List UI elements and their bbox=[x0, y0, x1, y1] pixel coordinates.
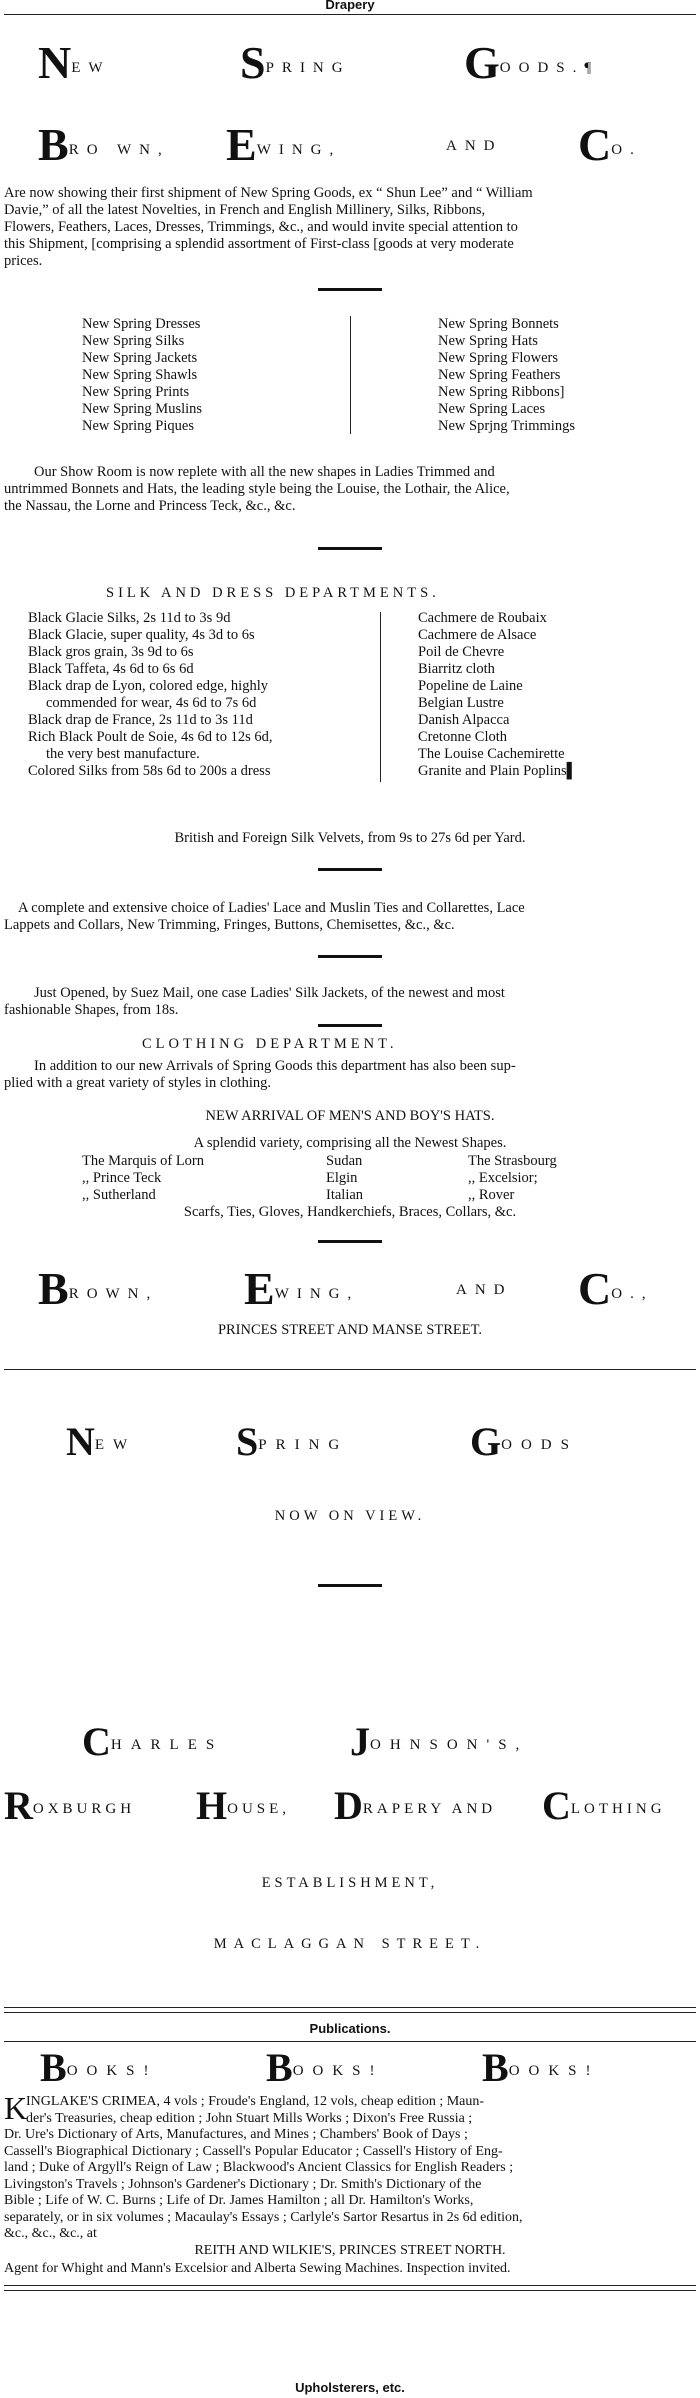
books-headline bbox=[40, 2044, 680, 2090]
section-rule bbox=[4, 2285, 696, 2286]
spring-items-right-column bbox=[438, 316, 575, 435]
firm-footer bbox=[38, 1262, 678, 1314]
list-item: New Sprjng Trimmings bbox=[438, 418, 575, 434]
johnson-house-name bbox=[4, 1782, 696, 1834]
section-divider bbox=[318, 868, 382, 871]
list-item: Cachmere de Alsace bbox=[418, 627, 537, 643]
section-divider bbox=[318, 547, 382, 550]
firm-word: AND bbox=[446, 138, 503, 154]
firm-word: CO. bbox=[578, 119, 642, 170]
list-item: New Spring Silks bbox=[82, 333, 185, 349]
books-word: BOOKS! bbox=[482, 2045, 600, 2090]
list-item: ,, Prince Teck bbox=[82, 1170, 162, 1186]
johnson-name bbox=[82, 1718, 642, 1770]
list-item: Biarritz cloth bbox=[418, 661, 495, 677]
silk-right-column bbox=[418, 610, 577, 780]
name-word: CHARLES bbox=[82, 1719, 224, 1764]
section-rule bbox=[4, 2290, 696, 2291]
list-item: ,, Sutherland bbox=[82, 1187, 156, 1203]
hats-column-2 bbox=[326, 1153, 363, 1204]
list-item: Black gros grain, 3s 9d to 6s bbox=[28, 644, 194, 660]
list-item: New Spring Feathers bbox=[438, 367, 561, 383]
list-item: The Strasbourg bbox=[468, 1153, 557, 1169]
firm-word: AND bbox=[456, 1282, 513, 1298]
list-item: New Spring Jackets bbox=[82, 350, 198, 366]
headline-word: GOODS bbox=[470, 1419, 578, 1464]
list-item: New Spring Muslins bbox=[82, 401, 203, 417]
now-on-view: NOW ON VIEW. bbox=[274, 1508, 426, 1524]
lace-paragraph: A complete and extensive choice of Ladies' Lace and Muslin Ties and Collarettes, Lace Lappets and Collars, New Trimming, Fringes, Buttons, Chemisettes, &c., &c. bbox=[4, 900, 525, 933]
spring-goods-headline bbox=[38, 36, 678, 88]
list-item: Sudan bbox=[326, 1153, 363, 1169]
velvets-line: British and Foreign Silk Velvets, from 9s to 27s 6d per Yard. bbox=[174, 830, 526, 846]
list-item: The Marquis of Lorn bbox=[82, 1153, 205, 1169]
list-item: The Louise Cachemirette bbox=[418, 746, 565, 762]
headline-word: SPRING bbox=[240, 37, 351, 88]
headline-word: SPRING bbox=[236, 1419, 349, 1464]
section-header-upholsterers: Upholsterers, etc. bbox=[295, 2380, 405, 2395]
books-word: BOOKS! bbox=[266, 2045, 384, 2090]
list-item: ,, Excelsior; bbox=[468, 1170, 538, 1186]
list-item: the very best manufacture. bbox=[46, 746, 200, 762]
list-item: Rich Black Poult de Soie, 4s 6d to 12s 6d, bbox=[28, 729, 273, 745]
silk-left-column bbox=[28, 610, 272, 780]
list-item: Italian bbox=[326, 1187, 364, 1203]
column-divider bbox=[380, 612, 381, 782]
section-rule bbox=[4, 2041, 696, 2042]
list-item: commended for wear, 4s 6d to 7s 6d bbox=[46, 695, 257, 711]
top-rule bbox=[4, 14, 696, 15]
hats-intro: A splendid variety, comprising all the Newest Shapes. bbox=[193, 1135, 507, 1151]
list-item: Black Glacie Silks, 2s 11d to 3s 9d bbox=[28, 610, 231, 626]
headline-word: GOODS.¶ bbox=[464, 37, 600, 88]
list-item: New Spring Hats bbox=[438, 333, 538, 349]
section-divider bbox=[318, 1584, 382, 1587]
list-item: New Spring Dresses bbox=[82, 316, 201, 332]
bookseller-name: REITH AND WILKIE'S, PRINCES STREET NORTH. bbox=[194, 2243, 506, 2258]
section-divider bbox=[318, 955, 382, 958]
show-room-paragraph: Our Show Room is now replete with all the new shapes in Ladies Trimmed and untrimmed Bonnets and Hats, the leading style being the Louise, the Lothair, the Alice, the Nassau, the Lorne and Princess Teck, &c., &c. bbox=[4, 464, 510, 514]
house-word: DRAPERY AND bbox=[334, 1783, 497, 1828]
list-item: ,, Rover bbox=[468, 1187, 515, 1203]
books-paragraph: INGLAKE'S CRIMEA, 4 vols ; Froude's England, 12 vols, cheap edition ; Maun- der's Treasuries, cheap edition ; John Stuart Mills Works ; Dixon's Free Russia ; Dr. Ure's Dictionary of Arts, Manufactures, and Mines ; Chambers' Book of Days ; Cassell's Biographical Dictionary ; Cassell's Popular Educator ; Cassell's History of Eng- land ; Duke of Argyll's Reign of Law ; Blackwood's Ancient Classics for English Readers ; Livingston's Travels ; Johnson's Gardener's Dictionary ; Dr. Smith's Dictionary of the Bible ; Life of W. C. Burns ; Life of Dr. James Hamilton ; all Dr. Hamilton's Works, separately, or in six volumes ; Macaulay's Essays ; Carlyle's Sartor Resartus in 2s 6d edition, &c., &c., &c., at bbox=[4, 2094, 523, 2241]
ad-separator-rule bbox=[4, 2012, 696, 2013]
house-word: HOUSE, bbox=[196, 1783, 291, 1828]
establishment-line: ESTABLISHMENT, bbox=[261, 1875, 439, 1891]
section-divider bbox=[318, 1240, 382, 1243]
maclaggan-street: MACLAGGAN STREET. bbox=[213, 1936, 487, 1952]
list-item: New Spring Laces bbox=[438, 401, 546, 417]
list-item: Colored Silks from 58s 6d to 200s a dress bbox=[28, 763, 271, 779]
list-item: Black drap de Lyon, colored edge, highly bbox=[28, 678, 268, 694]
section-header-drapery: Drapery bbox=[325, 0, 375, 12]
johnson-headline bbox=[66, 1418, 686, 1470]
column-divider bbox=[350, 316, 351, 434]
clothing-dept-heading: CLOTHING DEPARTMENT. bbox=[142, 1036, 398, 1052]
firm-name-heading bbox=[38, 118, 678, 170]
name-word: JOHNSON'S, bbox=[350, 1719, 529, 1764]
ad-separator-rule bbox=[4, 2007, 696, 2008]
list-item: Popeline de Laine bbox=[418, 678, 523, 694]
spring-items-left-column bbox=[82, 316, 202, 435]
sewing-machine-agent: Agent for Whight and Mann's Excelsior and Alberta Sewing Machines. Inspection invited. bbox=[4, 2261, 511, 2276]
hats-heading: NEW ARRIVAL OF MEN'S AND BOY'S HATS. bbox=[205, 1108, 495, 1124]
list-item: New Spring Prints bbox=[82, 384, 190, 400]
house-word: CLOTHING bbox=[542, 1783, 666, 1828]
hats-footer: Scarfs, Ties, Gloves, Handkerchiefs, Braces, Collars, &c. bbox=[183, 1204, 517, 1220]
books-word: BOOKS! bbox=[40, 2045, 158, 2090]
section-divider bbox=[318, 1024, 382, 1027]
hats-column-1 bbox=[82, 1153, 204, 1204]
firm-address: PRINCES STREET AND MANSE STREET. bbox=[217, 1322, 483, 1338]
list-item: New Spring Ribbons] bbox=[438, 384, 565, 400]
clothing-paragraph: In addition to our new Arrivals of Spring Goods this department has also been sup- plied with a great variety of styles in clothing. bbox=[4, 1058, 516, 1091]
list-item: Black Taffeta, 4s 6d to 6s 6d bbox=[28, 661, 194, 677]
list-item: New Spring Bonnets bbox=[438, 316, 559, 332]
list-item: Black drap de France, 2s 11d to 3s 11d bbox=[28, 712, 253, 728]
list-item: Black Glacie, super quality, 4s 3d to 6s bbox=[28, 627, 255, 643]
list-item: New Spring Shawls bbox=[82, 367, 198, 383]
list-item: Cachmere de Roubaix bbox=[418, 610, 547, 626]
headline-word: NEW bbox=[66, 1419, 137, 1464]
hats-column-3 bbox=[468, 1153, 557, 1204]
list-item: Cretonne Cloth bbox=[418, 729, 508, 745]
ad-separator-rule bbox=[4, 1369, 696, 1370]
list-item: Belgian Lustre bbox=[418, 695, 504, 711]
list-item: Granite and Plain Poplins▌ bbox=[418, 763, 577, 779]
list-item: New Spring Piques bbox=[82, 418, 194, 434]
firm-word: EWING, bbox=[244, 1263, 360, 1314]
intro-paragraph: Are now showing their first shipment of New Spring Goods, ex “ Shun Lee” and “ William Davie,” of all the latest Novelties, in French and English Millinery, Silks, Ribbons, Flowers, Feathers, Laces, Dresses, Trimmings, &c., and would invite special attention to this Shipment, [comprising a splendid assortment of First-class [goods at very moderate prices. bbox=[4, 185, 533, 269]
drop-cap: K bbox=[4, 2090, 28, 2126]
firm-word: EWING, bbox=[226, 119, 342, 170]
section-header-publications: Publications. bbox=[309, 2021, 391, 2036]
section-divider bbox=[318, 288, 382, 291]
jackets-paragraph: Just Opened, by Suez Mail, one case Ladies' Silk Jackets, of the newest and most fashionable Shapes, from 18s. bbox=[4, 985, 505, 1018]
firm-word: CO., bbox=[578, 1263, 654, 1314]
firm-word: BROWN, bbox=[38, 1263, 159, 1314]
firm-word: BRO WN, bbox=[38, 119, 170, 170]
list-item: Danish Alpacca bbox=[418, 712, 510, 728]
list-item: New Spring Flowers bbox=[438, 350, 559, 366]
headline-word: NEW bbox=[38, 37, 111, 88]
house-word: ROXBURGH bbox=[4, 1783, 136, 1828]
silk-dept-heading: SILK AND DRESS DEPARTMENTS. bbox=[106, 585, 440, 601]
list-item: Poil de Chevre bbox=[418, 644, 505, 660]
list-item: Elgin bbox=[326, 1170, 358, 1186]
